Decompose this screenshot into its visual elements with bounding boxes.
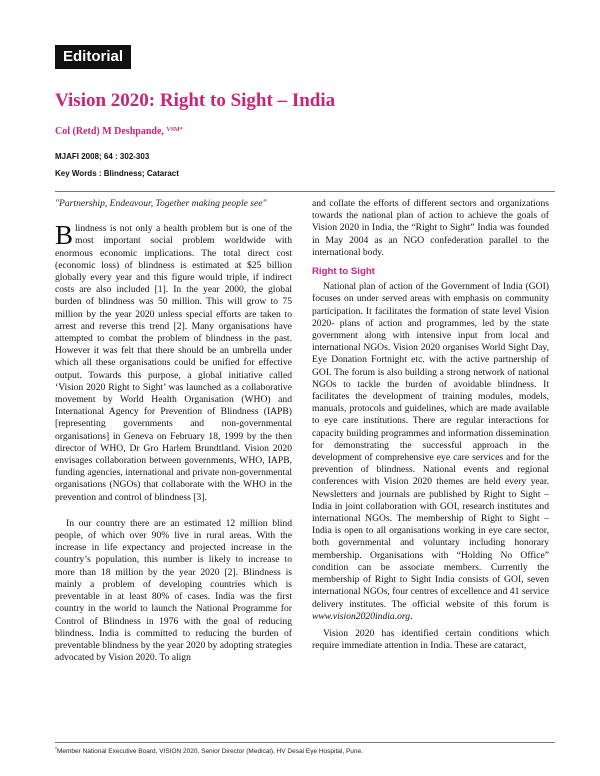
paragraph-india: In our country there are an estimated 12 million blind people, of which over 90% live in rural areas. With the increase in life expectancy and projected increase in the country’s population, this number is likely to increase to more than 18 million by the year 2020 [2]. Blindness is mainly a problem of developing countries which is preventable in at least 80% of cases. India was the first country in the world to launch the National Programme for Control of Blindness in 1976 with the goal of reducing blindness. India is committed to reducing the burden of preventable blindness by the year 2020 by adopting strategies advocated by Vision 2020. To align: [55, 517, 292, 664]
header-divider: [55, 191, 555, 192]
citation: MJAFI 2008; 64 : 302-303: [55, 152, 150, 161]
author-honors: VSM: [166, 127, 180, 133]
footnote-mark: *: [55, 747, 57, 753]
author-line: [55, 126, 183, 137]
paragraph-intro: [55, 220, 292, 504]
footnote: [55, 747, 363, 755]
paragraph-conditions: Vision 2020 has identified certain conditions which require immediate attention in India. These are cataract,: [312, 627, 549, 652]
footnote-text: Member National Executive Board, VISION 2020, Senior Director (Medical), HV Desai Eye Hospital, Pune.: [56, 748, 363, 755]
author-name: Col (Retd) M Deshpande,: [55, 126, 167, 137]
section-tag: Editorial: [55, 45, 131, 69]
footnote-divider: [55, 742, 555, 743]
column-right: [312, 198, 549, 730]
website-link[interactable]: www.vision2020india.org: [312, 610, 411, 622]
sentence-end: .: [410, 610, 413, 622]
paragraph-right-to-sight: [312, 281, 549, 623]
paragraph-continued: and collate the efforts of different sectors and organizations towards the national plan of action to achieve the goals of Vision 2020 in India, the “Right to Sight” India was founded in May 2004 as an NGO confederation parallel to the international body.: [312, 198, 549, 258]
article-title: Vision 2020: Right to Sight – India: [55, 90, 336, 111]
epigraph-quote: "Partnership, Endeavour, Together making people see": [55, 198, 267, 209]
paragraph-intro-text: lindness is not only a health problem but is one of the most important social problem worldwide with enormous economic implications. The total direct cost (economic loss) of blindness is estimated at $25 billion globally every year and this figure would triple, if indirect costs are also included [1]. In the year 2000, the global burden of blindness was 50 million. This will grow to 75 million by the year 2020 unless special efforts are taken to arrest and reverse this trend [2]. Many organisations have attempted to combat the problem of blindness in the past. However it was felt that there should be an umbrella under which all these organisations could be unified for effective output. Towards this purpose, a global initiative called ‘Vision 2020 Right to Sight’ was launched as a collaborative movement by World Health Organisation (WHO) and International Agency for Prevention of Blindness (IAPB) [representing governments and non-governmental organisations] in Geneva on February 18, 1999 by the then director of WHO, Dr Gro Harlem Brundtland. Vision 2020 envisages collaboration between governments, WHO, IAPB, funding agencies, international and private non-governmental organisations (NGOs) that collaborate with the WHO in the prevention and control of blindness [3].: [55, 223, 292, 503]
paragraph-right-to-sight-text: National plan of action of the Government of India (GOI) focuses on under served areas with emphasis on community participation. It facilitates the formation of state level Vision 2020- plans of action and programmes, led by the state government along with intensive input from local and international NGOs. Vision 2020 organises World Sight Day, Eye Donation Fortnight etc. with the active partnership of GOI. The forum is also building a strong network of national NGOs to tackle the burden of avoidable blindness. It facilitates the development of training modules, models, manuals, protocols and guidelines, which are made available to eye care institutions. There are regular interactions for capacity building programmes and information dissemination for demonstrating the successful approach in the development of comprehensive eye care services and for the prevention of blindness. National events and regional conferences with Vision 2020 themes are held every year. Newsletters and journals are published by Right to Sight –India in joint collaboration with GOI, research institutes and international NGOs. The membership of Right to Sight – India is open to all organisations working in eye care sector, both governmental and voluntary including honorary membership. Organisations with “Holding No Office” condition can be associate members. Currently the membership of Right to Sight India consists of GOI, seven international NGOs, four centres of excellence and 41 service delivery institutes. The official website of this forum is: [312, 281, 549, 610]
drop-cap: B: [55, 220, 74, 251]
author-footnote-mark: *: [179, 127, 183, 133]
keywords: Key Words : Blindness; Cataract: [55, 169, 179, 178]
column-left: [55, 198, 292, 730]
section-heading: Right to Sight: [312, 266, 375, 278]
